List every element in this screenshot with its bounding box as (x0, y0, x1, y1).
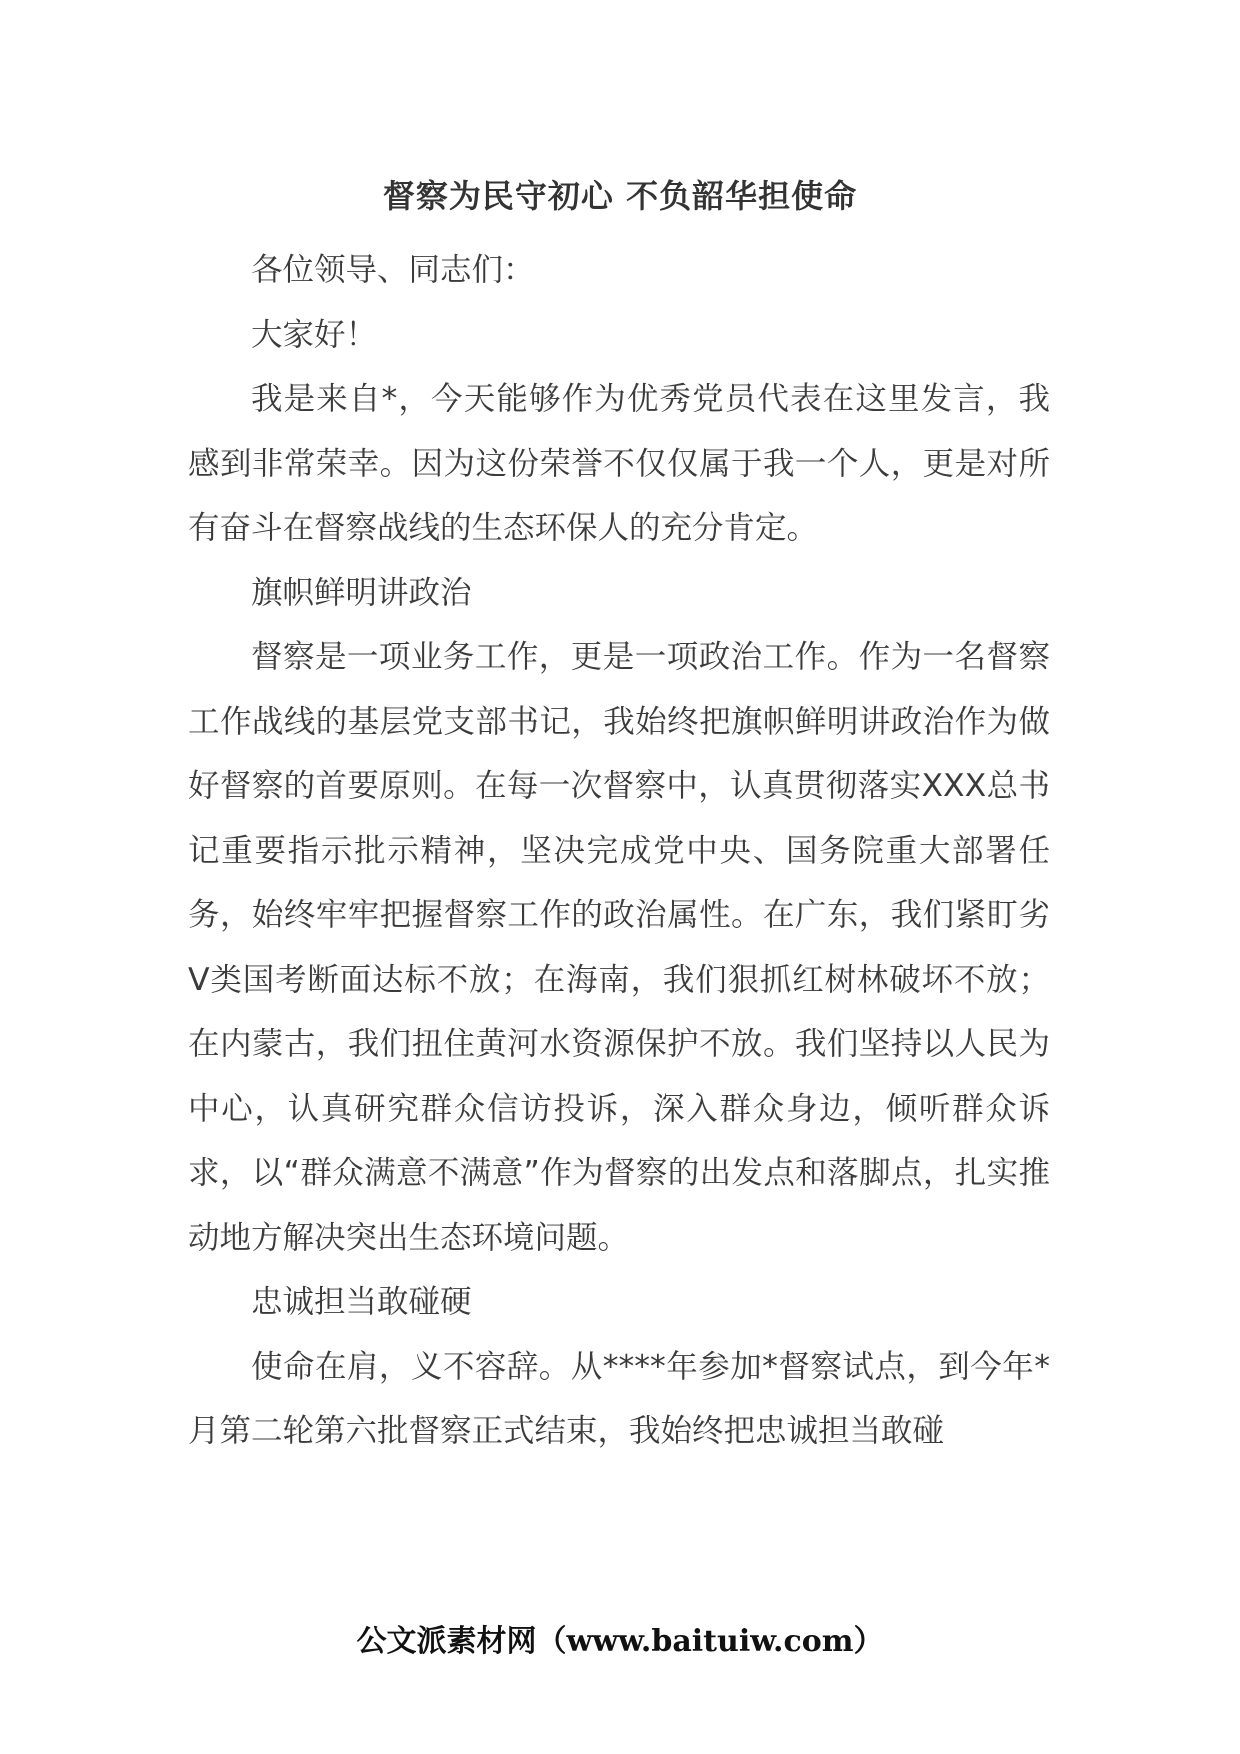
loyalty-paragraph: 使命在肩，义不容辞。从****年参加*督察试点，到今年*月第二轮第六批督察正式结束，我始终把忠诚担当敢碰 (188, 1348, 1050, 1449)
greeting-paragraph: 大家好！ (251, 316, 378, 353)
intro-paragraph: 我是来自*，今天能够作为优秀党员代表在这里发言，我感到非常荣幸。因为这份荣誉不仅仅属于我一个人，更是对所有奋斗在督察战线的生态环保人的充分肯定。 (188, 381, 1050, 546)
section-heading-politics: 旗帜鲜明讲政治 (251, 574, 472, 611)
section-heading-loyalty: 忠诚担当敢碰硬 (251, 1284, 472, 1320)
salutation-paragraph: 各位领导、同志们： (251, 252, 535, 288)
footer-watermark: 公文派素材网（www.baituiw.com） (356, 1624, 884, 1659)
document-body (188, 238, 1050, 1464)
politics-paragraph: 督察是一项业务工作，更是一项政治工作。作为一名督察工作战线的基层党支部书记，我始终把旗帜鲜明讲政治作为做好督察的首要原则。在每一次督察中，认真贯彻落实XXX总书记重要指示批示精神，坚决完成党中央、国务院重大部署任务，始终牢牢把握督察工作的政治属性。在广东，我们紧盯劣Ⅴ类国考断面达标不放；在海南，我们狠抓红树林破坏不放；在内蒙古，我们扭住黄河水资源保护不放。我们坚持以人民为中心，认真研究群众信访投诉，深入群众身边，倾听群众诉求，以“群众满意不满意”作为督察的出发点和落脚点，扎实推动地方解决突出生态环境问题。 (188, 639, 1050, 1256)
document-title: 督察为民守初心 不负韶华担使命 (382, 177, 858, 215)
